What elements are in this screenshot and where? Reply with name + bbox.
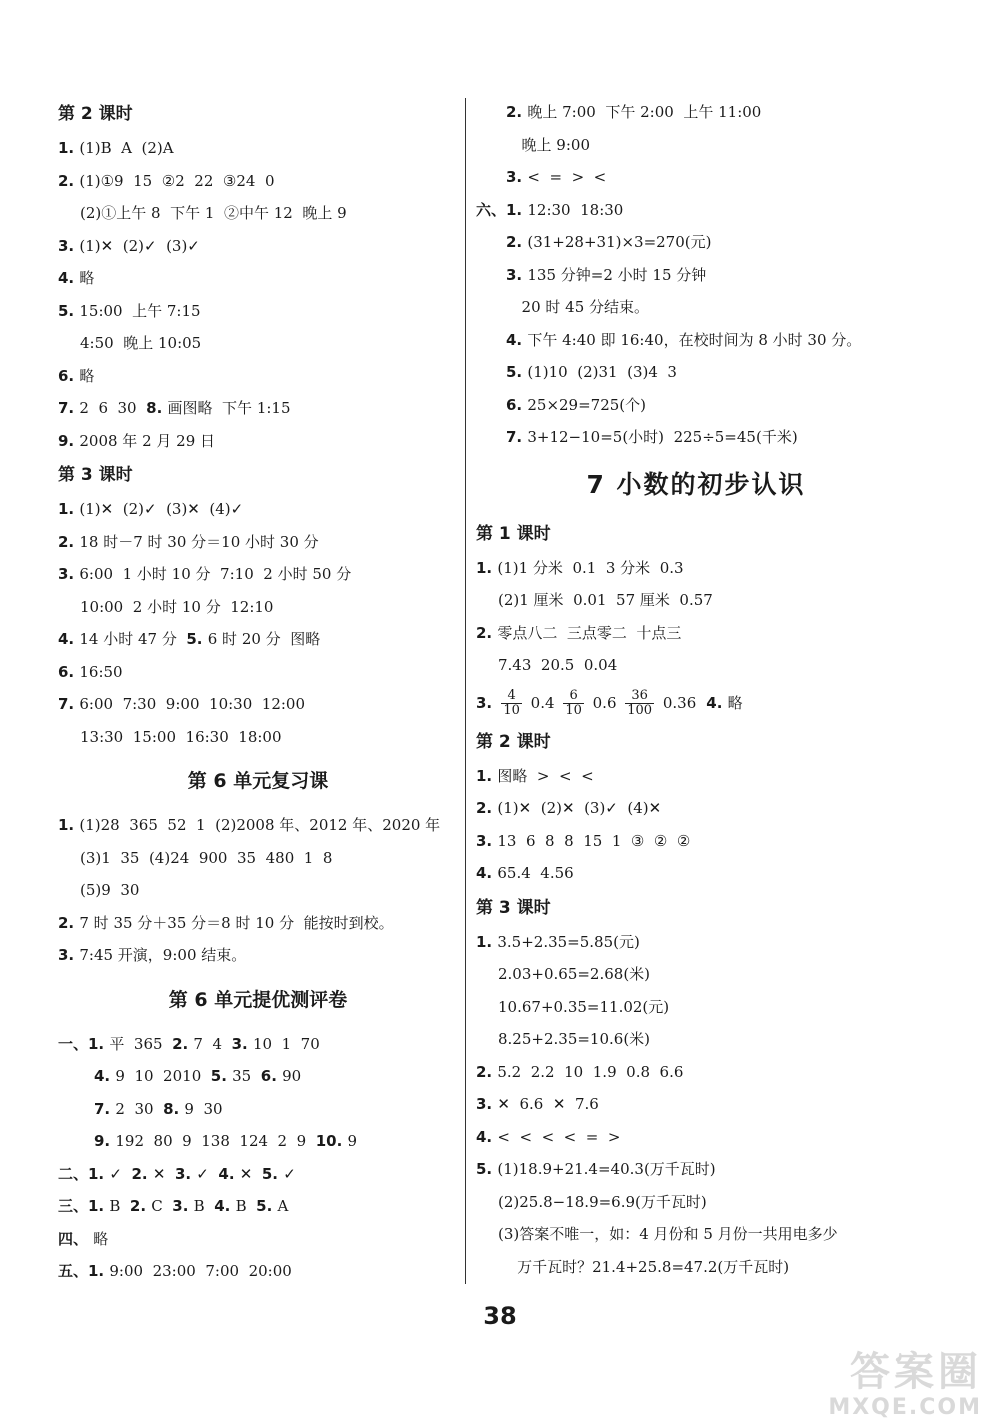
question-number: 3.	[172, 1197, 194, 1215]
answer-line	[476, 991, 916, 1024]
answer-line	[58, 721, 458, 754]
watermark-logo	[820, 1340, 990, 1420]
question-number: 7.	[58, 399, 80, 417]
answer-text: B	[193, 1197, 215, 1215]
question-number: 7.	[58, 695, 80, 713]
answer-text: 平 365	[109, 1034, 173, 1053]
answer-text: 25×29=725(个)	[527, 395, 647, 414]
question-number: 3.	[506, 168, 528, 186]
answer-line	[476, 926, 916, 959]
answer-line	[476, 584, 916, 617]
question-number: 五、1.	[58, 1262, 110, 1280]
answer-text: (2)①上午 8 下午 1 ②中午 12 晚上 9	[80, 204, 347, 222]
answer-text: C	[151, 1197, 173, 1215]
answer-text: 0.6	[587, 693, 622, 712]
watermark-url: MXQE.COM	[828, 1395, 982, 1420]
answer-text: 10:00 2 小时 10 分 12:10	[80, 597, 274, 616]
answer-line	[58, 1223, 458, 1256]
answer-text: 90	[282, 1067, 302, 1085]
answer-line	[476, 389, 916, 422]
question-number: 6.	[58, 662, 80, 681]
question-number: 2.	[476, 799, 498, 817]
answer-text: B	[235, 1197, 257, 1215]
question-number: 3.	[58, 946, 80, 964]
column-divider	[465, 98, 466, 1284]
answer-line	[58, 591, 458, 624]
denominator: 10	[565, 703, 582, 718]
answer-line	[476, 760, 916, 793]
answer-text: ✓	[109, 1164, 132, 1183]
answer-line	[476, 792, 916, 825]
answer-line	[476, 552, 916, 585]
question-number: 3.	[58, 565, 80, 583]
answer-line	[58, 1060, 458, 1093]
answer-text: (1)B A (2)A	[79, 139, 174, 157]
answer-line	[58, 262, 458, 295]
answer-text: ✓	[283, 1164, 296, 1183]
answer-text: < < < < = >	[497, 1127, 621, 1146]
chapter-title: 7 小数的初步认识	[586, 469, 806, 499]
section-heading: 第 6 单元提优测评卷	[168, 988, 348, 1011]
answer-line	[476, 194, 916, 227]
lesson-heading: 第 1 课时	[476, 523, 551, 544]
answer-text: 13:30 15:00 16:30 18:00	[80, 727, 282, 746]
answer-text: 零点八二 三点零二 十点三	[497, 623, 682, 642]
answer-line	[58, 392, 458, 425]
answer-text: ✕	[152, 1164, 175, 1183]
fraction	[563, 689, 584, 718]
question-number: 1.	[58, 139, 80, 157]
question-number: 6.	[58, 366, 80, 385]
question-number: 六、1.	[476, 200, 528, 219]
answer-line	[476, 421, 916, 454]
answer-text: (2)1 厘米 0.01 57 厘米 0.57	[498, 591, 713, 609]
question-number: 4.	[214, 1197, 236, 1215]
watermark-text: 答案圈	[850, 1349, 982, 1395]
answer-line	[58, 1158, 458, 1191]
question-number: 5.	[210, 1067, 233, 1085]
answer-text: 2.03+0.65=2.68(米)	[498, 965, 651, 983]
answer-line	[476, 161, 916, 194]
question-number: 4.	[58, 630, 80, 648]
question-number: 4.	[701, 693, 728, 712]
answer-line	[476, 825, 916, 858]
answer-text: ✕ 6.6 ✕ 7.6	[497, 1095, 599, 1113]
answer-text: (1)✕ (2)✓ (3)✓	[79, 236, 200, 255]
answer-line	[476, 617, 916, 650]
question-number: 1.	[58, 500, 80, 518]
question-number: 2.	[506, 233, 528, 251]
denominator: 10	[503, 703, 520, 718]
question-number: 2.	[476, 1062, 498, 1081]
question-number: 5.	[256, 1197, 278, 1215]
answer-line	[58, 360, 458, 393]
question-number: 8.	[146, 399, 168, 417]
question-number: 4.	[94, 1067, 116, 1085]
question-number: 6.	[260, 1067, 283, 1085]
answer-text: (1)①9 15 ②2 22 ③24 0	[79, 171, 275, 190]
answer-line	[476, 857, 916, 890]
question-number: 2.	[58, 913, 80, 932]
question-number: 4.	[58, 269, 80, 287]
question-number: 5.	[476, 1160, 498, 1178]
answer-line	[476, 1023, 916, 1056]
question-number: 2.	[172, 1034, 194, 1053]
answer-text: 2008 年 2 月 29 日	[79, 431, 216, 450]
question-number: 9.	[94, 1132, 116, 1150]
answer-line	[476, 129, 916, 162]
question-number: 5.	[506, 363, 528, 381]
answer-text: 略	[727, 693, 743, 712]
answer-text: (31+28+31)×3=270(元)	[527, 233, 712, 251]
answer-text: (5)9 30	[80, 881, 140, 899]
section-heading: 第 6 单元复习课	[187, 770, 329, 792]
answer-text: A	[277, 1197, 289, 1215]
answer-text: 20 时 45 分结束。	[512, 298, 650, 316]
question-number: 5.	[58, 301, 80, 320]
answer-text: 7 4	[193, 1034, 232, 1053]
page-number: 38	[483, 1302, 517, 1330]
answer-text: 16:50	[79, 662, 123, 681]
answer-text: (1)28 365 52 1 (2)2008 年、2012 年、2020 年	[79, 816, 441, 834]
answer-line	[58, 230, 458, 263]
answer-text: 13 6 8 8 15 1 ③ ② ②	[497, 831, 691, 850]
answer-line	[58, 1255, 458, 1288]
answer-text: 192 80 9 138 124 2 9	[115, 1132, 316, 1150]
fraction	[625, 689, 654, 718]
answer-line	[476, 1218, 916, 1251]
answer-text: 14 小时 47 分	[79, 630, 187, 648]
question-number: 5.	[261, 1164, 284, 1183]
question-number: 3.	[231, 1034, 253, 1053]
question-number: 2.	[58, 171, 80, 190]
answer-text: 略	[79, 366, 95, 385]
answer-text: B	[109, 1197, 130, 1215]
question-number: 3.	[476, 1095, 498, 1113]
numerator: 6	[563, 689, 584, 704]
question-number: 5.	[186, 630, 208, 648]
question-number: 4.	[476, 864, 498, 882]
question-number: 7.	[506, 428, 528, 446]
answer-line	[476, 1056, 916, 1089]
answer-line	[476, 958, 916, 991]
answer-text: 晚上 9:00	[512, 135, 590, 154]
question-number: 3.	[476, 693, 498, 712]
answer-line	[476, 682, 916, 724]
answer-text: 10 1 70	[252, 1034, 320, 1053]
question-number: 1.	[58, 816, 80, 834]
answer-line	[476, 259, 916, 292]
answer-text: 万千瓦时？21.4+25.8=47.2(万千瓦时)	[498, 1257, 790, 1276]
answer-text: 9 30	[184, 1099, 223, 1118]
answer-text: 0.4	[525, 693, 560, 712]
answer-text: 5.2 2.2 10 1.9 0.8 6.6	[497, 1062, 684, 1081]
answer-text: 晚上 7:00 下午 2:00 上午 11:00	[527, 103, 762, 121]
answer-line	[476, 226, 916, 259]
answer-text: 15:00 上午 7:15	[79, 301, 201, 320]
answer-text: ✕	[239, 1164, 262, 1183]
question-number: 2.	[476, 623, 498, 642]
answer-line	[476, 649, 916, 682]
answer-line	[476, 1153, 916, 1186]
answer-text: < = > <	[527, 168, 607, 186]
answer-line	[58, 526, 458, 559]
question-number: 3.	[476, 831, 498, 850]
lesson-heading: 第 3 课时	[476, 897, 551, 918]
answer-line	[58, 874, 458, 907]
lesson-heading: 第 2 课时	[58, 104, 133, 124]
question-number: 3.	[174, 1164, 197, 1183]
answer-line	[58, 295, 458, 328]
answer-text: 135 分钟=2 小时 15 分钟	[527, 265, 707, 284]
answer-text: 7:45 开演，9:00 结束。	[79, 946, 247, 964]
answer-line	[58, 939, 458, 972]
question-number: 一、1.	[58, 1034, 110, 1053]
answer-line	[476, 324, 916, 357]
answer-text: 7 时 35 分＋35 分＝8 时 10 分 能按时到校。	[79, 913, 394, 932]
answer-line	[476, 356, 916, 389]
answer-text: ✓	[196, 1164, 219, 1183]
question-number: 三、1.	[58, 1197, 110, 1215]
answer-line	[58, 1028, 458, 1061]
answer-text: 65.4 4.56	[497, 864, 574, 882]
answer-line	[58, 327, 458, 360]
question-number: 3.	[58, 236, 80, 255]
question-number: 8.	[163, 1099, 185, 1118]
answer-text: (3)答案不唯一，如：4 月份和 5 月份一共用电多少	[498, 1225, 838, 1243]
answer-line	[58, 425, 458, 458]
answer-text: (1)✕ (2)✓ (3)✕ (4)✓	[79, 500, 244, 518]
answer-line	[58, 907, 458, 940]
answer-line	[476, 1186, 916, 1219]
question-number: 9.	[58, 431, 80, 450]
question-number: 2.	[131, 1164, 153, 1183]
question-number: 6.	[506, 395, 528, 414]
lesson-heading: 第 2 课时	[476, 731, 551, 752]
answer-line	[58, 1190, 458, 1223]
answer-line	[476, 1121, 916, 1154]
answer-line	[58, 842, 458, 875]
answer-text: 略	[93, 1229, 109, 1248]
question-number: 3.	[506, 265, 528, 284]
left-column	[58, 96, 458, 1288]
answer-text: 图略 > < <	[497, 766, 594, 785]
question-number: 2.	[58, 532, 80, 551]
answer-text: 2 30	[115, 1099, 164, 1118]
answer-line	[58, 809, 458, 842]
answer-text: 3+12−10=5(小时) 225÷5=45(千米)	[527, 428, 798, 446]
answer-text: 8.25+2.35=10.6(米)	[498, 1030, 651, 1048]
question-number: 10.	[315, 1132, 348, 1150]
answer-line	[58, 1125, 458, 1158]
answer-line	[58, 165, 458, 198]
answer-text: (1)10 (2)31 (3)4 3	[527, 363, 677, 381]
question-number: 7.	[94, 1099, 116, 1118]
answer-text: 12:30 18:30	[527, 200, 624, 219]
answer-text: 9	[347, 1132, 358, 1150]
question-number: 1.	[476, 932, 498, 951]
answer-line	[58, 656, 458, 689]
answer-line	[58, 132, 458, 165]
answer-text: 4:50 晚上 10:05	[80, 334, 202, 352]
numerator: 4	[501, 689, 522, 704]
question-number: 1.	[476, 558, 498, 577]
answer-text: 下午 4:40 即 16:40，在校时间为 8 小时 30 分。	[527, 330, 862, 349]
answer-line	[58, 623, 458, 656]
answer-line	[58, 558, 458, 591]
numerator: 36	[625, 689, 654, 704]
answer-text: (1)1 分米 0.1 3 分米 0.3	[497, 558, 684, 577]
answer-text: (2)25.8−18.9=6.9(万千瓦时)	[498, 1192, 707, 1211]
answer-text: 6 时 20 分 图略	[207, 630, 321, 648]
answer-text: 略	[79, 269, 95, 287]
question-number: 4.	[506, 330, 528, 349]
answer-text: (1)18.9+21.4=40.3(万千瓦时)	[497, 1160, 716, 1178]
answer-text: 6:00 7:30 9:00 10:30 12:00	[79, 695, 306, 713]
denominator: 100	[627, 703, 653, 718]
right-column	[476, 96, 916, 1283]
answer-text: (1)✕ (2)✕ (3)✓ (4)✕	[497, 799, 662, 817]
answer-text: 35	[232, 1067, 261, 1085]
answer-line	[58, 1093, 458, 1126]
answer-text: 9:00 23:00 7:00 20:00	[109, 1262, 292, 1280]
answer-text: 7.43 20.5 0.04	[498, 656, 618, 674]
question-number: 1.	[476, 766, 498, 785]
answer-text: 3.5+2.35=5.85(元)	[497, 932, 640, 951]
answer-text: 2 6 30	[79, 399, 147, 417]
answer-line	[476, 96, 916, 129]
question-number: 2.	[129, 1197, 152, 1215]
question-number: 4.	[476, 1127, 498, 1146]
answer-text: 9 10 2010	[115, 1067, 211, 1085]
answer-line	[476, 1251, 916, 1284]
answer-text: 10.67+0.35=11.02(元)	[498, 997, 670, 1016]
answer-line	[58, 493, 458, 526]
fraction	[501, 689, 522, 718]
answer-text: 画图略 下午 1:15	[167, 399, 291, 417]
answer-text: 0.36	[658, 693, 702, 712]
answer-line	[58, 688, 458, 721]
answer-text: (3)1 35 (4)24 900 35 480 1 8	[80, 848, 333, 867]
question-number: 二、1.	[58, 1164, 110, 1183]
answer-text: 6:00 1 小时 10 分 7:10 2 小时 50 分	[79, 565, 352, 583]
answer-text: 18 时－7 时 30 分＝10 小时 30 分	[79, 532, 319, 551]
question-number: 4.	[218, 1164, 240, 1183]
question-number: 2.	[506, 103, 528, 121]
question-number: 四、	[58, 1229, 94, 1248]
answer-line	[476, 1088, 916, 1121]
answer-line	[58, 197, 458, 230]
lesson-heading: 第 3 课时	[58, 465, 133, 485]
answer-line	[476, 291, 916, 324]
